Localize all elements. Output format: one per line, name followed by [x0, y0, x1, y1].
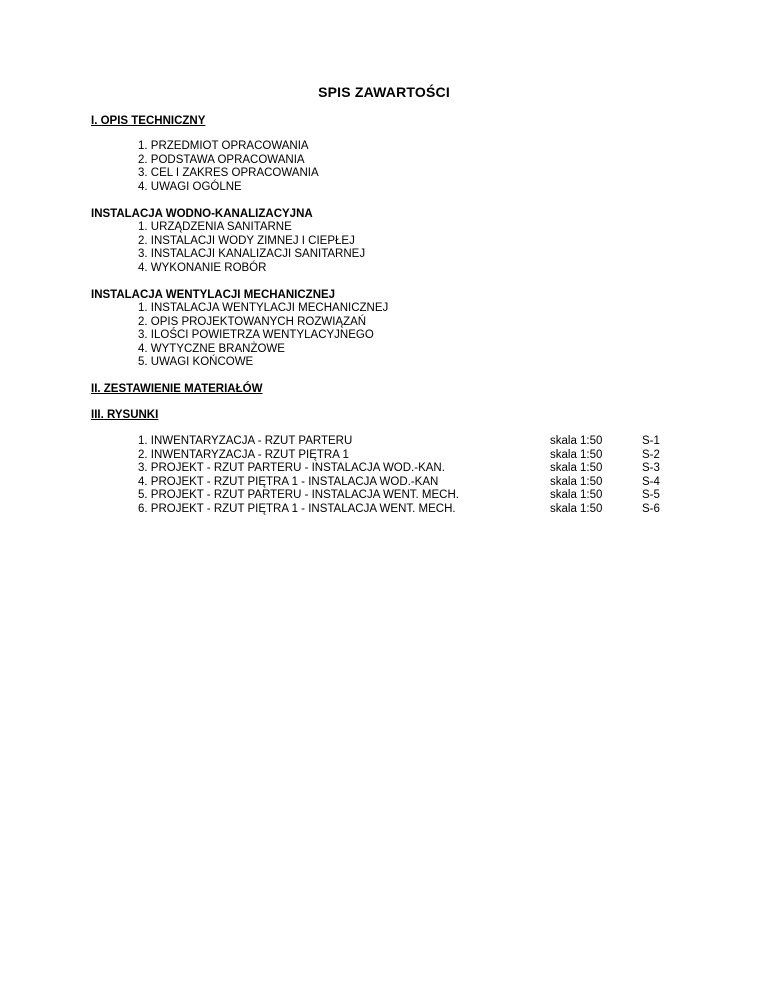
list-item: 1. URZĄDZENIA SANITARNE: [138, 221, 292, 233]
drawing-sheet: S-6: [642, 502, 660, 515]
table-row: [138, 449, 682, 463]
drawing-scale: skala 1:50: [550, 435, 603, 447]
table-row: [138, 476, 682, 490]
drawing-name: 1. INWENTARYZACJA - RZUT PARTERU: [138, 435, 353, 447]
list-item: 1. INSTALACJA WENTYLACJI MECHANICZNEJ: [138, 302, 389, 314]
list-item: 3. INSTALACJI KANALIZACJI SANITARNEJ: [138, 248, 366, 260]
technical-description-list: [138, 140, 319, 194]
drawing-name: 2. INWENTARYZACJA - RZUT PIĘTRA 1: [138, 448, 349, 461]
drawing-name: 5. PROJEKT - RZUT PARTERU - INSTALACJA WENT. MECH.: [138, 489, 459, 501]
section-heading-water-sewage: INSTALACJA WODNO-KANALIZACYJNA: [91, 208, 313, 220]
drawing-sheet: S-2: [642, 448, 660, 461]
ventilation-list: [138, 302, 388, 370]
drawing-name: 3. PROJEKT - RZUT PARTERU - INSTALACJA WOD.-KAN.: [138, 462, 445, 474]
list-item: 2. INSTALACJI WODY ZIMNEJ I CIEPŁEJ: [138, 234, 355, 247]
list-item: 2. PODSTAWA OPRACOWANIA: [138, 153, 305, 166]
list-item: 4. WYKONANIE ROBÓR: [138, 261, 267, 274]
page-title: SPIS ZAWARTOŚCI: [318, 84, 450, 100]
table-row: [138, 462, 682, 476]
drawing-scale: skala 1:50: [550, 462, 603, 474]
section-heading-technical-description: I. OPIS TECHNICZNY: [91, 115, 206, 127]
list-item: 2. OPIS PROJEKTOWANYCH ROZWIĄZAŃ: [138, 315, 367, 328]
drawing-sheet: S-3: [642, 462, 660, 474]
drawing-scale: skala 1:50: [550, 489, 603, 501]
drawing-scale: skala 1:50: [550, 448, 603, 461]
water-sewage-list: [138, 221, 365, 275]
list-item: 3. CEL I ZAKRES OPRACOWANIA: [138, 167, 319, 179]
list-item: 3. ILOŚCI POWIETRZA WENTYLACYJNEGO: [138, 329, 374, 341]
list-item: 4. UWAGI OGÓLNE: [138, 180, 242, 193]
drawing-name: 6. PROJEKT - RZUT PIĘTRA 1 - INSTALACJA WENT. MECH.: [138, 502, 456, 515]
section-heading-drawings: III. RYSUNKI: [91, 409, 159, 421]
table-row: [138, 435, 682, 449]
section-heading-ventilation: INSTALACJA WENTYLACJI MECHANICZNEJ: [91, 289, 336, 301]
drawing-sheet: S-4: [642, 475, 660, 488]
drawing-sheet: S-1: [642, 435, 660, 447]
list-item: 5. UWAGI KOŃCOWE: [138, 356, 254, 368]
table-row: [138, 489, 682, 503]
table-row: [138, 503, 682, 517]
drawings-table: [138, 435, 682, 516]
section-heading-materials: II. ZESTAWIENIE MATERIAŁÓW: [91, 383, 263, 395]
drawing-sheet: S-5: [642, 489, 660, 501]
list-item: 4. WYTYCZNE BRANŻOWE: [138, 342, 285, 355]
drawing-name: 4. PROJEKT - RZUT PIĘTRA 1 - INSTALACJA WOD.-KAN: [138, 475, 439, 488]
drawing-scale: skala 1:50: [550, 502, 603, 515]
list-item: 1. PRZEDMIOT OPRACOWANIA: [138, 140, 309, 152]
drawing-scale: skala 1:50: [550, 475, 603, 488]
